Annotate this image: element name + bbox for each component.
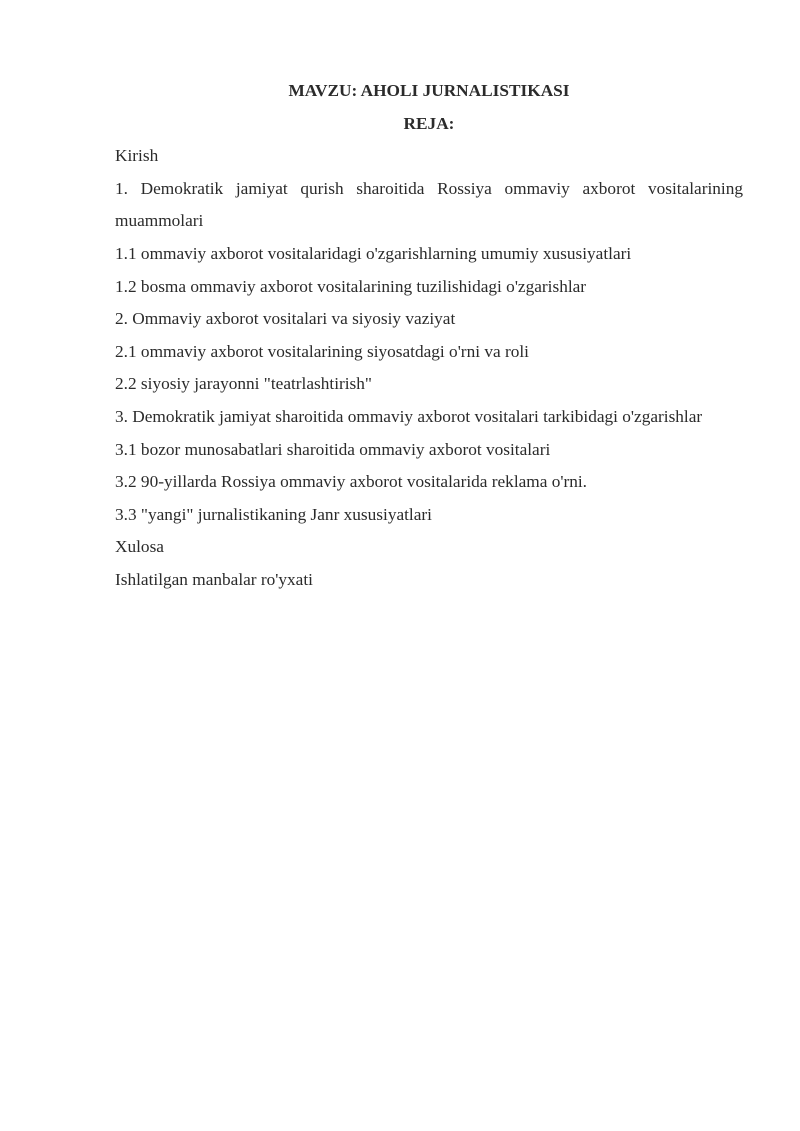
document-content (115, 75, 743, 597)
outline-item-1: 1. Demokratik jamiyat qurish sharoitida Rossiya ommaviy axborot vositalarining muammolari (115, 178, 743, 231)
outline-item-3: 3. Demokratik jamiyat sharoitida ommaviy axborot vositalari tarkibidagi o'zgarishlar (115, 406, 703, 426)
plan-heading: REJA: (403, 113, 455, 133)
outline-item-1-1: 1.1 ommaviy axborot vositalaridagi o'zgarishlarning umumiy xususiyatlari (115, 243, 632, 263)
outline-item-introduction: Kirish (115, 146, 159, 166)
outline-item-2-2: 2.2 siyosiy jarayonni "teatrlashtirish" (115, 374, 372, 394)
outline-item-references: Ishlatilgan manbalar ro'yxati (115, 569, 313, 589)
outline-item-2: 2. Ommaviy axborot vositalari va siyosiy vaziyat (115, 309, 456, 329)
outline-item-2-1: 2.1 ommaviy axborot vositalarining siyosatdagi o'rni va roli (115, 341, 529, 361)
outline-item-1-2: 1.2 bosma ommaviy axborot vositalarining tuzilishidagi o'zgarishlar (115, 276, 587, 296)
outline-item-3-2: 3.2 90-yillarda Rossiya ommaviy axborot vositalarida reklama o'rni. (115, 472, 587, 492)
outline-item-3-3: 3.3 "yangi" jurnalistikaning Janr xususiyatlari (115, 504, 432, 524)
outline-item-conclusion: Xulosa (115, 537, 164, 557)
outline-item-3-1: 3.1 bozor munosabatlari sharoitida ommaviy axborot vositalari (115, 439, 551, 459)
document-title: MAVZU: AHOLI JURNALISTIKASI (288, 81, 570, 100)
